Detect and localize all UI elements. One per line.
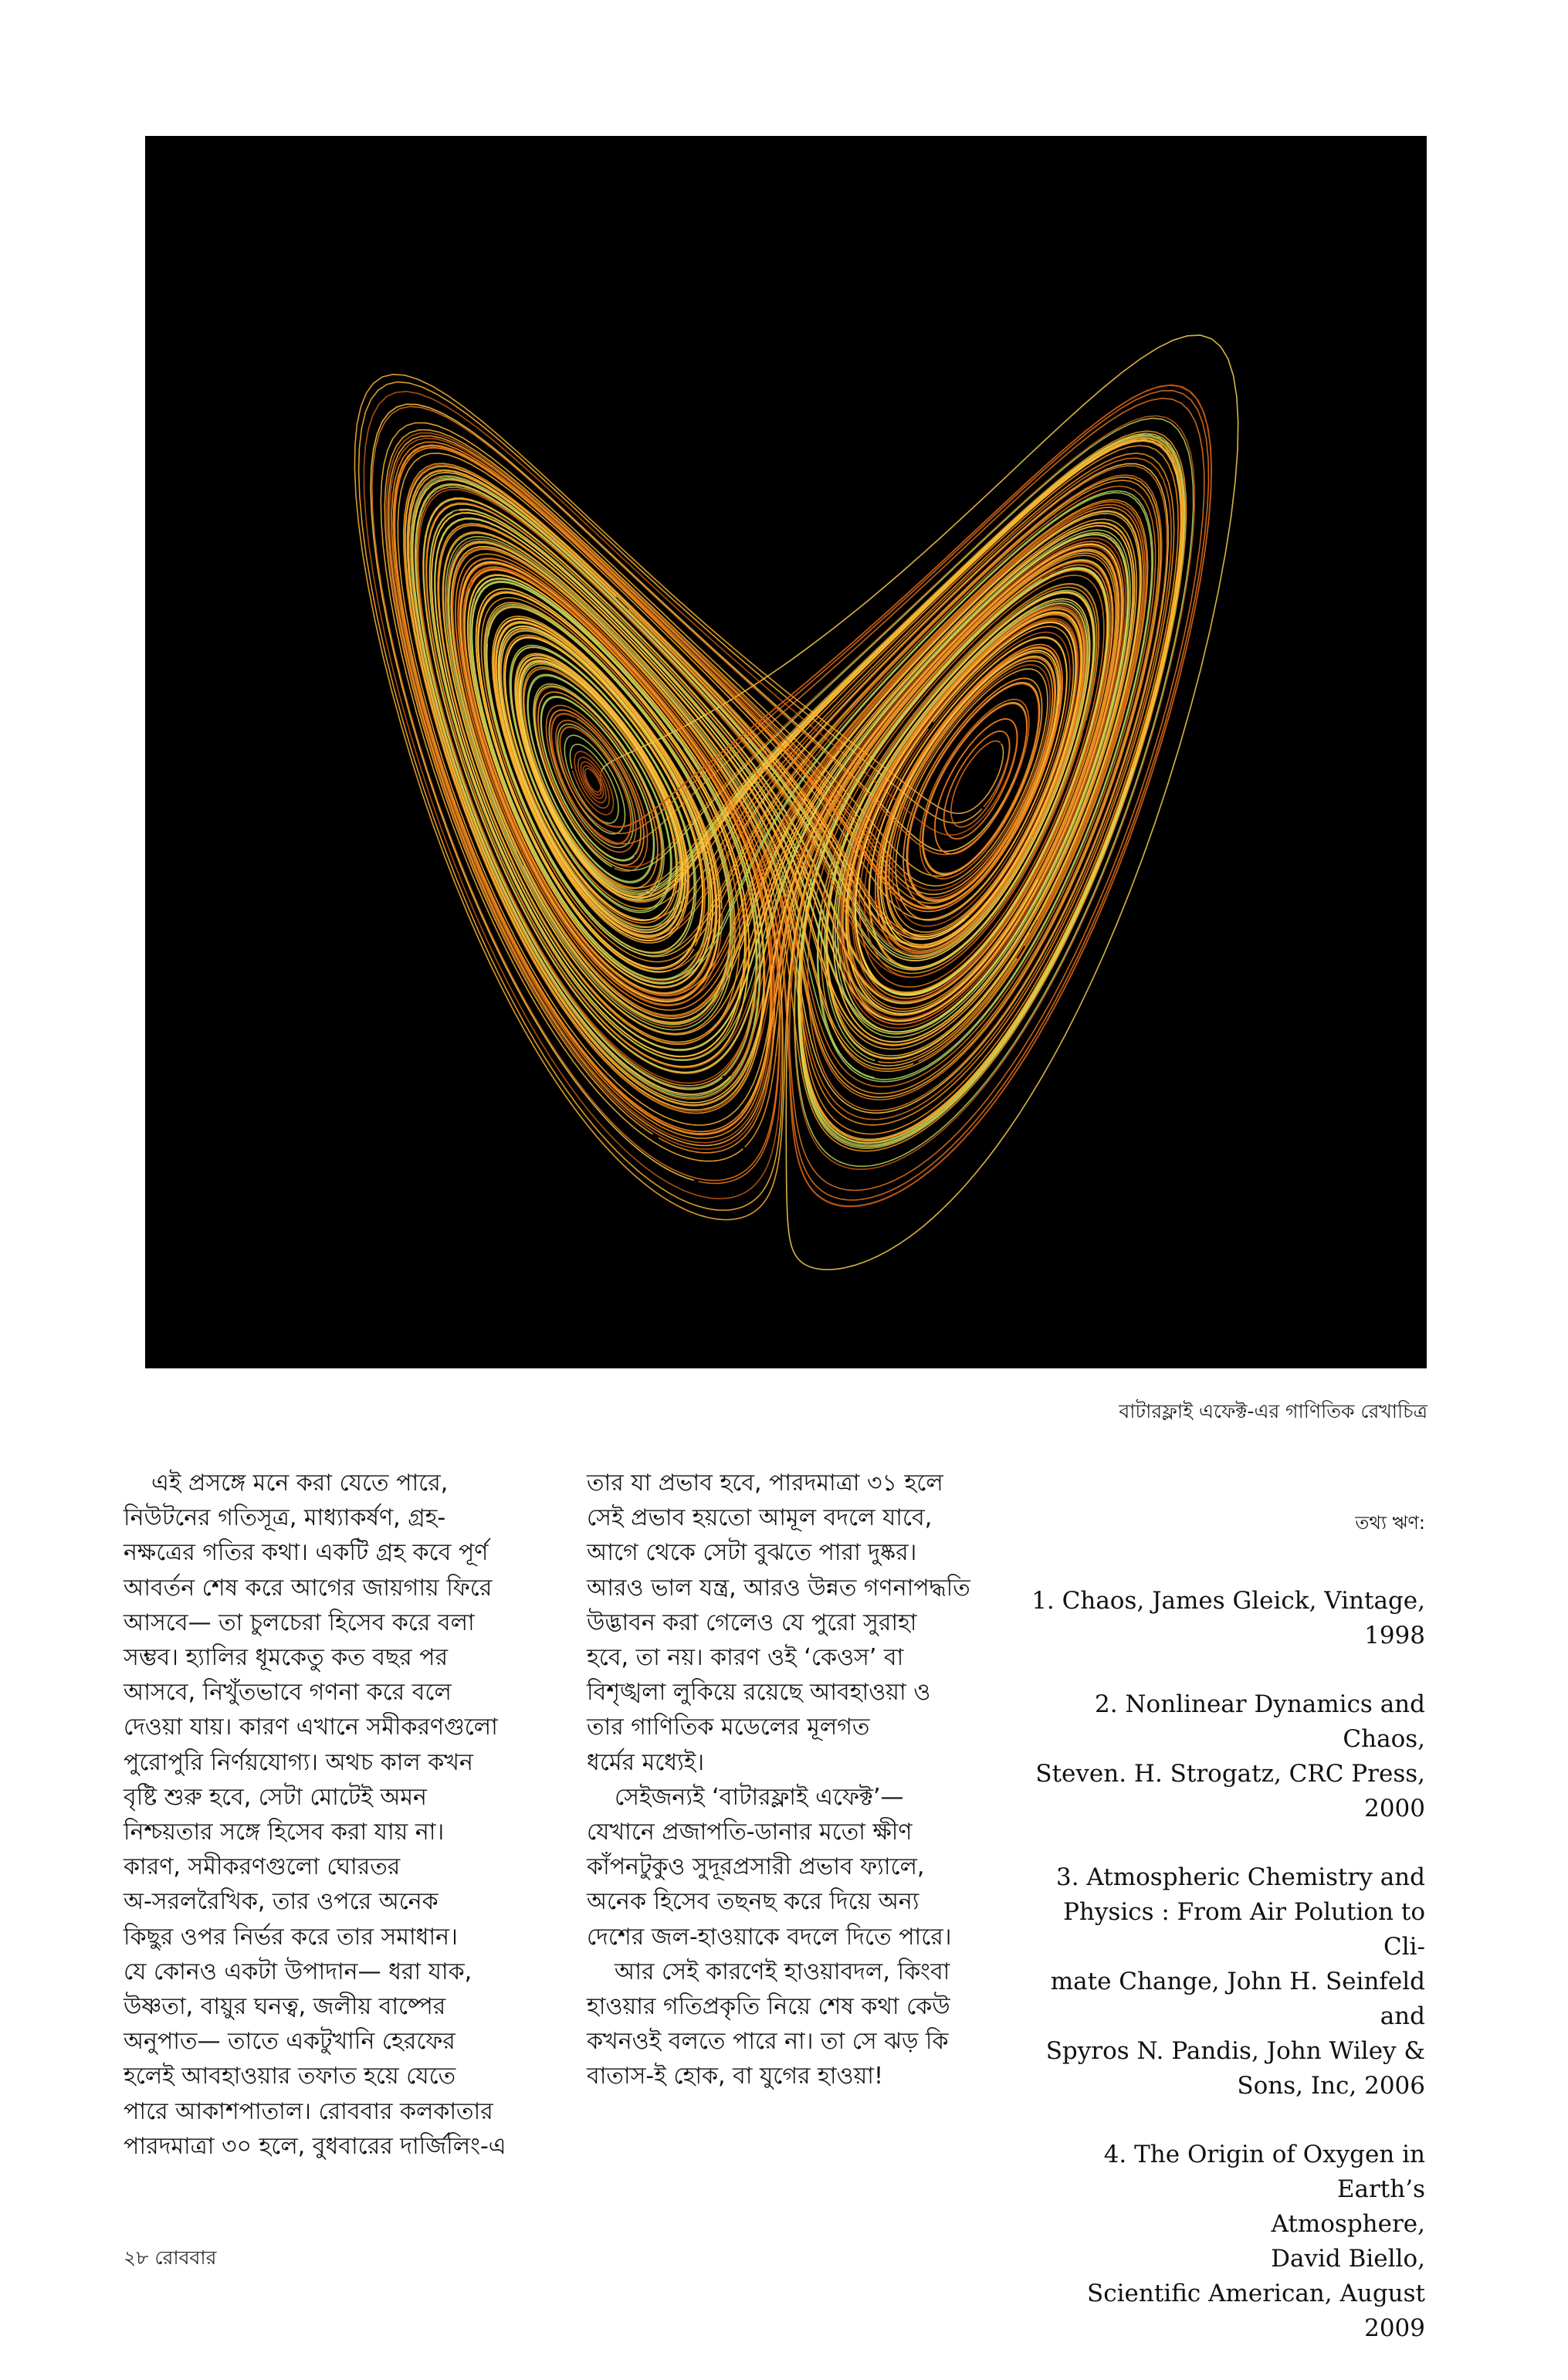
article-line: নক্ষত্রের গতির কথা। একটি গ্রহ কবে পূর্ণ	[124, 1539, 489, 1567]
reference-item	[1027, 1860, 1425, 2104]
article-line: আসবে, নিখুঁতভাবে গণনা করে বলে	[124, 1679, 452, 1707]
reference-line: David Biello,	[1271, 2245, 1425, 2273]
article-line: তার যা প্রভাব হবে, পারদমাত্রা ৩১ হলে	[587, 1470, 943, 1497]
article-line: সেই প্রভাব হয়তো আমূল বদলে যাবে,	[587, 1504, 933, 1532]
article-line: কখনওই বলতে পারে না। তা সে ঝড় কি	[587, 2028, 949, 2056]
article-line: পারদমাত্রা ৩০ হলে, বুধবারের দার্জিলিং-এ	[124, 2132, 506, 2160]
article-line: অনেক হিসেব তছনছ করে দিয়ে অন্য	[587, 1888, 919, 1916]
article-line: অনুপাত— তাতে একটুখানি হেরফের	[124, 2028, 455, 2056]
article-line: যে কোনও একটা উপাদান— ধরা যাক,	[124, 1958, 472, 1985]
article-line: পুরোপুরি নির্ণয়যোগ্য। অথচ কাল কখন	[124, 1748, 473, 1776]
reference-line: Atmosphere,	[1271, 2210, 1425, 2238]
article-line: উষ্ণতা, বায়ুর ঘনত্ব, জলীয় বাষ্পের	[124, 1993, 446, 2021]
attractor-trajectory	[573, 751, 614, 815]
reference-line: Physics : From Air Polution to Cli-	[1063, 1898, 1425, 1961]
article-line: যেখানে প্রজাপতি-ডানার মতো ক্ষীণ	[587, 1819, 913, 1846]
article-line: সম্ভব। হ্যালির ধূমকেতু কত বছর পর	[124, 1644, 449, 1672]
article-line: তার গাণিতিক মডেলের মূলগত	[587, 1714, 870, 1741]
reference-line: Steven. H. Strogatz, CRC Press,	[1035, 1760, 1425, 1788]
reference-line: 4. The Origin of Oxygen in Earth’s	[1103, 2141, 1425, 2203]
article-column-1	[124, 1466, 556, 2164]
article-line: আসবে— তা চুলচেরা হিসেব করে বলা	[124, 1609, 475, 1636]
article-line: আরও ভাল যন্ত্র, আরও উন্নত গণনাপদ্ধতি	[587, 1574, 970, 1602]
article-line: সেইজন্যই ‘বাটারফ্লাই এফেক্ট’—	[615, 1783, 904, 1811]
article-line: বাতাস-ই হোক, বা যুগের হাওয়া!	[587, 2063, 883, 2090]
reference-item	[1027, 1584, 1425, 1653]
lorenz-attractor-figure	[145, 136, 1427, 1368]
reference-line: Scientific American, August 2009	[1087, 2280, 1425, 2342]
figure-caption: বাটারফ্লাই এফেক্ট-এর গাণিতিক রেখাচিত্র	[1119, 1400, 1427, 1422]
article-line: দেওয়া যায়। কারণ এখানে সমীকরণগুলো	[124, 1714, 498, 1741]
reference-line: Sons, Inc, 2006	[1237, 2072, 1425, 2100]
references-heading: তথ্য ঋণ:	[1355, 1512, 1425, 1534]
reference-item	[1027, 1687, 1425, 1826]
article-line: বৃষ্টি শুরু হবে, সেটা মোটেই অমন	[124, 1783, 427, 1811]
article-line: কিছুর ওপর নির্ভর করে তার সমাধান।	[124, 1923, 458, 1951]
lorenz-attractor-plot	[145, 136, 1427, 1368]
article-line: হলেই আবহাওয়ার তফাত হয়ে যেতে	[124, 2063, 456, 2090]
article-line: আর সেই কারণেই হাওয়াবদল, কিংবা	[615, 1958, 950, 1985]
reference-item	[1027, 2138, 1425, 2346]
article-line: এই প্রসঙ্গে মনে করা যেতে পারে,	[151, 1470, 449, 1497]
references-list	[1027, 1584, 1425, 2346]
article-line: নিউটনের গতিসূত্র, মাধ্যাকর্ষণ, গ্রহ-	[124, 1504, 446, 1532]
article-line: আবর্তন শেষ করে আগের জায়গায় ফিরে	[124, 1574, 493, 1602]
article-line: নিশ্চয়তার সঙ্গে হিসেব করা যায় না।	[124, 1819, 445, 1846]
reference-line: mate Change, John H. Seinfeld and	[1050, 1968, 1425, 2030]
reference-line: 1. Chaos, James Gleick, Vintage,	[1031, 1587, 1425, 1615]
reference-line: 2. Nonlinear Dynamics and Chaos,	[1094, 1690, 1425, 1753]
article-line: হবে, তা নয়। কারণ ওই ‘কেওস’ বা	[587, 1644, 904, 1672]
article-line: কারণ, সমীকরণগুলো ঘোরতর	[124, 1853, 401, 1881]
article-line: পারে আকাশপাতাল। রোববার কলকাতার	[124, 2097, 493, 2125]
article-line: কাঁপনটুকুও সুদূরপ্রসারী প্রভাব ফ্যালে,	[587, 1853, 925, 1881]
references-section	[1027, 1467, 1425, 2380]
page-footer: ২৮ রোববার	[124, 2246, 217, 2269]
article-line: আগে থেকে সেটা বুঝতে পারা দুষ্কর।	[587, 1539, 917, 1567]
article-line: হাওয়ার গতিপ্রকৃতি নিয়ে শেষ কথা কেউ	[587, 1993, 950, 2021]
reference-line: Spyros N. Pandis, John Wiley &	[1045, 2037, 1425, 2065]
article-line: বিশৃঙ্খলা লুকিয়ে রয়েছে আবহাওয়া ও	[587, 1679, 931, 1707]
article-line: উদ্ভাবন করা গেলেও যে পুরো সুরাহা	[587, 1609, 917, 1636]
article-line: দেশের জল-হাওয়াকে বদলে দিতে পারে।	[587, 1923, 952, 1951]
article-column-2	[587, 1466, 996, 2094]
reference-line: 1998	[1364, 1622, 1425, 1649]
reference-line: 2000	[1364, 1795, 1425, 1822]
article-line: অ-সরলরৈখিক, তার ওপরে অনেক	[124, 1888, 439, 1916]
article-line: ধর্মের মধ্যেই।	[587, 1748, 705, 1776]
reference-line: 3. Atmospheric Chemistry and	[1056, 1863, 1425, 1891]
